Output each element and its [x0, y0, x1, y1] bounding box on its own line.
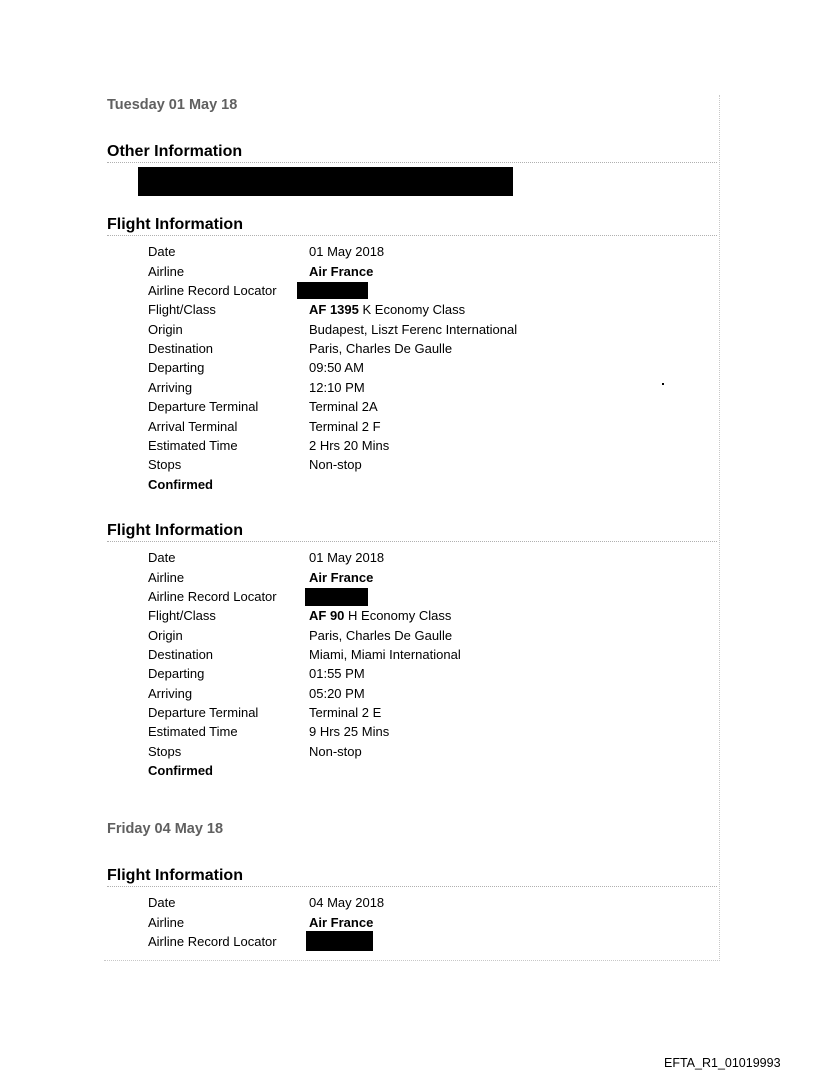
label: Flight/Class [148, 302, 216, 317]
label: Airline Record Locator [148, 934, 277, 949]
label: Date [148, 895, 176, 910]
label: Airline [148, 570, 185, 585]
value: Air France [309, 915, 374, 930]
value: 01 May 2018 [309, 244, 385, 259]
value: 04 May 2018 [309, 895, 385, 910]
document-id: EFTA_R1_01019993 [664, 1056, 781, 1070]
label: Departure Terminal [148, 705, 259, 720]
section-title-flight-information: Flight Information [107, 521, 717, 542]
value: Non-stop [309, 744, 362, 759]
label: Origin [148, 628, 183, 643]
value: Air France [309, 264, 374, 279]
label: Destination [148, 341, 214, 356]
value: Miami, Miami International [309, 647, 461, 662]
redaction-block [297, 282, 368, 299]
redaction-block [138, 167, 513, 196]
label: Date [148, 550, 176, 565]
value: 01 May 2018 [309, 550, 385, 565]
label: Airline [148, 915, 185, 930]
value: Terminal 2 F [309, 419, 381, 434]
value: Air France [309, 570, 374, 585]
value: 09:50 AM [309, 360, 364, 375]
label: Destination [148, 647, 214, 662]
value: 05:20 PM [309, 686, 365, 701]
value [309, 300, 465, 319]
value [309, 606, 451, 625]
label: Airline Record Locator [148, 283, 277, 298]
flight-number: AF 1395 [309, 302, 359, 317]
value: Terminal 2 E [309, 705, 382, 720]
label: Estimated Time [148, 438, 238, 453]
label: Stops [148, 457, 182, 472]
label: Departure Terminal [148, 399, 259, 414]
section-title-flight-information: Flight Information [107, 215, 717, 236]
value: Non-stop [309, 457, 362, 472]
class: K Economy Class [358, 302, 466, 317]
flight-number: AF 90 [309, 608, 345, 623]
value: 2 Hrs 20 Mins [309, 438, 390, 453]
section-title-flight-information: Flight Information [107, 866, 717, 887]
label: Departing [148, 666, 205, 681]
value: Budapest, Liszt Ferenc International [309, 322, 518, 337]
label: Origin [148, 322, 183, 337]
label: Departing [148, 360, 205, 375]
value: 01:55 PM [309, 666, 365, 681]
class: H Economy Class [344, 608, 452, 623]
label: Stops [148, 744, 182, 759]
section-title-other-information: Other Information [107, 142, 717, 163]
status-confirmed: Confirmed [148, 763, 213, 778]
stray-mark [662, 383, 664, 385]
value: Paris, Charles De Gaulle [309, 341, 453, 356]
label: Arriving [148, 380, 193, 395]
label: Arriving [148, 686, 193, 701]
value: 12:10 PM [309, 380, 365, 395]
label: Airline Record Locator [148, 589, 277, 604]
status-confirmed: Confirmed [148, 477, 213, 492]
redaction-block [306, 931, 373, 951]
value: Paris, Charles De Gaulle [309, 628, 453, 643]
label: Airline [148, 264, 185, 279]
day-heading: Friday 04 May 18 [107, 821, 224, 837]
day-heading: Tuesday 01 May 18 [107, 97, 238, 113]
label: Estimated Time [148, 724, 238, 739]
value: 9 Hrs 25 Mins [309, 724, 390, 739]
label: Date [148, 244, 176, 259]
redaction-block [305, 588, 368, 606]
value: Terminal 2A [309, 399, 378, 414]
label: Flight/Class [148, 608, 216, 623]
label: Arrival Terminal [148, 419, 238, 434]
